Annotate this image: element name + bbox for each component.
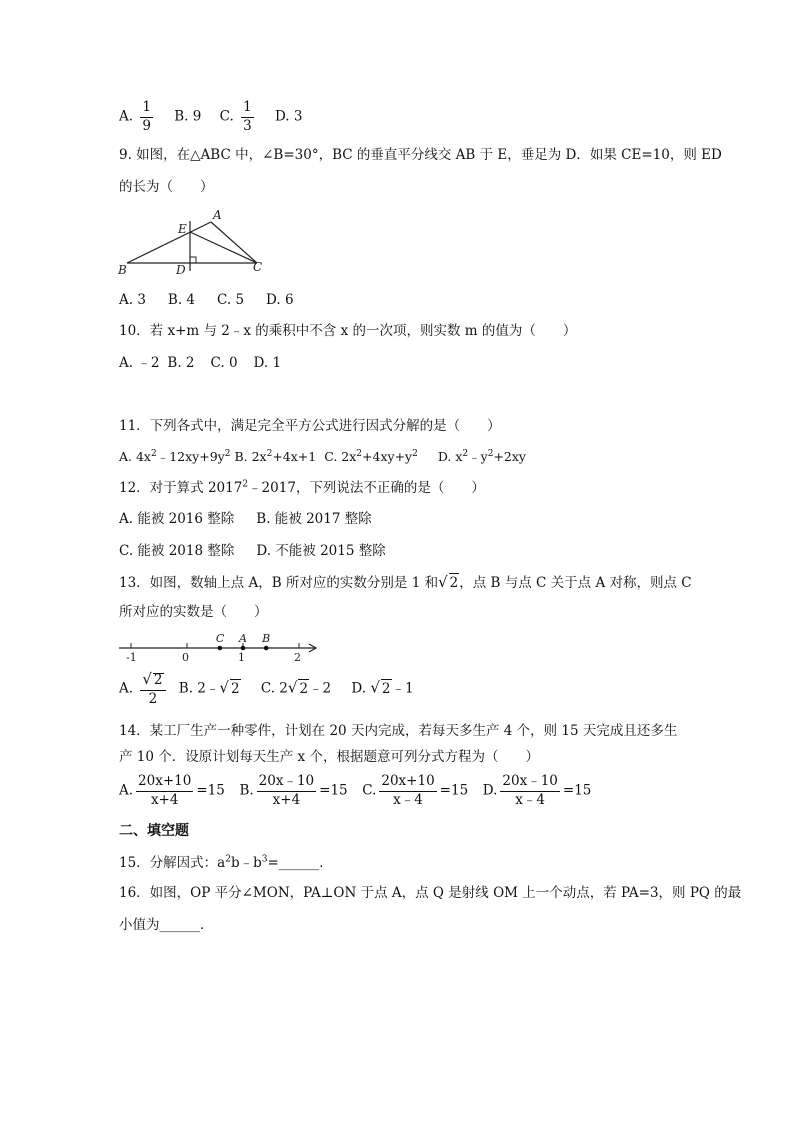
segment-ec xyxy=(190,232,257,263)
tick-label--1: -1 xyxy=(126,651,137,664)
tick-label-0: 0 xyxy=(182,651,189,664)
label-a: A xyxy=(213,208,222,222)
q14-options: A. $\frac{20x+10}{x+4}$ =15 B. $\frac{20x﹣10}{x+4}$ =15 C. $\frac{20x+10}{x﹣4}$ =15 D. $\frac{20x﹣10}{x﹣4}$ =15 xyxy=(119,773,592,808)
q9-stem-line1: 9. 如图，在△ABC 中，∠B=30°，BC 的垂直平分线交 AB 于 E，垂足为 D．如果 CE=10，则 ED xyxy=(119,147,722,163)
point-a xyxy=(241,646,246,651)
q13-option-a-fraction: $\frac{√ 2}{2}$ xyxy=(140,672,165,706)
label-c: C xyxy=(253,260,263,274)
q8-option-a-fraction: $\frac{1}{9}$ xyxy=(142,99,151,134)
point-c xyxy=(218,646,223,651)
q14-stem-line2: 产 10 个．设原计划每天生产 x 个，根据题意可列分式方程为（ ） xyxy=(119,749,539,765)
q12-stem: 12．对于算式 2017$^2$﹣2017，下列说法不正确的是（ ） xyxy=(119,479,485,496)
q9-options: A. 3 B. 4 C. 5 D. 6 xyxy=(119,292,294,308)
segment-ba xyxy=(127,222,211,263)
label-b: B xyxy=(118,263,127,277)
point-label-a: A xyxy=(239,632,247,645)
q9-stem-line2: 的长为（ ） xyxy=(119,179,214,195)
q16-stem-line1: 16．如图，OP 平分∠MON，PA⊥ON 于点 A，点 Q 是射线 OM 上一个动点，若 PA=3，则 PQ 的最 xyxy=(119,885,742,901)
q13-number-line xyxy=(115,628,325,664)
q10-options: A. ﹣2 B. 2 C. 0 D. 1 xyxy=(119,355,282,371)
right-angle-mark xyxy=(190,257,196,263)
q15-stem: 15．分解因式：$a^2b﹣b^3=\_\_\_\_\_\_$． xyxy=(119,854,333,871)
point-label-b: B xyxy=(262,632,271,645)
q13-options: A. $\frac{√ 2}{2}$ B. 2﹣√ 2 C. 2√ 2﹣2 D. √ 2﹣1 xyxy=(119,670,414,707)
point-b xyxy=(264,646,269,651)
q11-options: A. $4x^2﹣12xy+9y^2$ B. $2x^2+4x+1$ C. $2x^2+4xy+y^2$ D. $x^2﹣y^2+2xy$ xyxy=(119,448,526,464)
q8-option-c-fraction: $\frac{1}{3}$ xyxy=(243,99,252,134)
section-fill-in-heading: 二、填空题 xyxy=(119,823,189,839)
q12-options-row1: A. 能被 2016 整除 B. 能被 2017 整除 xyxy=(119,511,372,527)
tick-label-2: 2 xyxy=(294,651,301,664)
q12-options-row2: C. 能被 2018 整除 D. 不能被 2015 整除 xyxy=(119,543,386,559)
point-label-c: C xyxy=(215,632,225,645)
q13-stem-line2: 所对应的实数是（ ） xyxy=(119,604,268,620)
label-d: D xyxy=(176,263,186,277)
q11-stem: 11．下列各式中，满足完全平方公式进行因式分解的是（ ） xyxy=(119,418,501,434)
tick-label-1: 1 xyxy=(238,651,245,664)
q10-stem: 10．若 x+m 与 2﹣x 的乘积中不含 x 的一次项，则实数 m 的值为（ ） xyxy=(119,323,577,339)
q16-stem-line2: 小值为______． xyxy=(119,917,214,933)
q13-stem-line1: 13．如图，数轴上点 A，B 所对应的实数分别是 1 和√ 2，点 B 与点 C 关于点 A 对称，则点 C xyxy=(119,573,692,591)
segment-ac xyxy=(211,222,257,263)
label-e: E xyxy=(178,222,187,236)
q8-options: A. $\frac{1}{9}$ B. 9 C. $\frac{1}{3}$ D. 3 xyxy=(119,99,303,134)
q14-stem-line1: 14．某工厂生产一种零件，计划在 20 天内完成，若每天多生产 4 个，则 15 天完成且还多生 xyxy=(119,723,678,739)
q9-triangle-figure xyxy=(115,205,275,280)
